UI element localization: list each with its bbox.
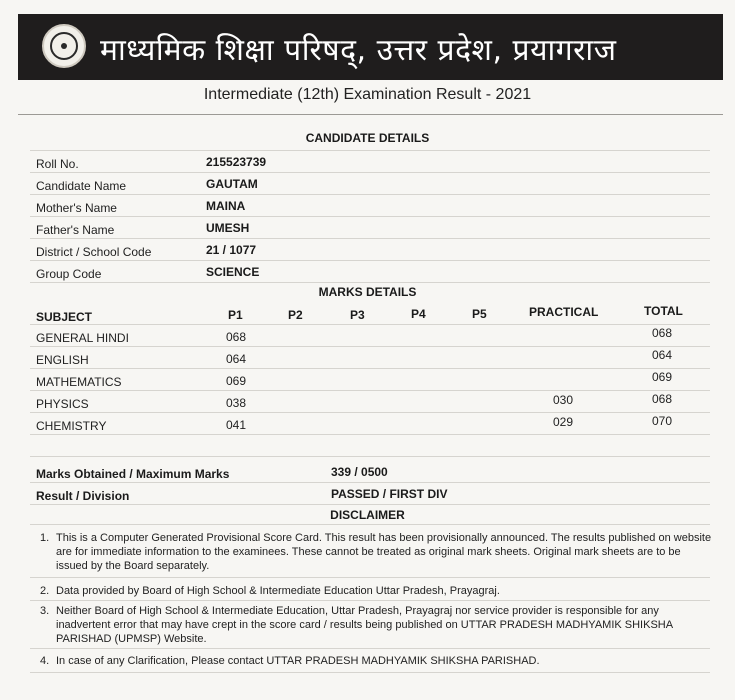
divider (30, 238, 710, 239)
marks-obtained-value: 339 / 0500 (331, 465, 388, 479)
board-emblem-icon (42, 24, 86, 68)
table-row-total: 069 (652, 370, 673, 384)
roll-no-value: 215523739 (206, 155, 267, 169)
divider (30, 260, 710, 261)
district-school-code-label: District / School Code (36, 245, 152, 259)
divider (30, 672, 710, 673)
table-row-subject: ENGLISH (36, 353, 89, 367)
table-row-practical: 030 (553, 393, 574, 407)
disclaimer-item (40, 604, 712, 646)
divider (30, 524, 710, 525)
disclaimer-item-text: Neither Board of High School & Intermediate Education, Uttar Pradesh, Prayagraj nor service provider is responsible for any inadvertent error that may have crept in the score card / results being published on UTTAR PRADESH MADHYAMIK SHIKSHA PARISHAD (UPMSP) Website. (56, 605, 673, 645)
p3-header: P3 (350, 308, 365, 322)
result-division-value: PASSED / FIRST DIV (331, 487, 448, 501)
p4-header: P4 (411, 307, 426, 321)
table-row-practical: 029 (553, 415, 574, 429)
divider (30, 412, 710, 413)
disclaimer-item-text: This is a Computer Generated Provisional Score Card. This result has been provisionally announced. The results published on website are for immediate information to the examinees. These cannot be treated as original mark sheets. Original mark sheets are to be issued by the Board separately. (56, 532, 712, 572)
group-code-label: Group Code (36, 267, 102, 281)
father-name-label: Father's Name (36, 223, 115, 237)
district-school-code-value: 21 / 1077 (206, 243, 257, 257)
table-row-p1: 038 (226, 396, 247, 410)
disclaimer-item-number: 1. (40, 532, 50, 544)
table-row-subject: CHEMISTRY (36, 419, 107, 433)
marks-obtained-label: Marks Obtained / Maximum Marks (36, 467, 230, 481)
disclaimer-item-number: 4. (40, 655, 50, 667)
divider (30, 150, 710, 151)
board-header (18, 14, 723, 80)
table-row-subject: GENERAL HINDI (36, 331, 129, 345)
divider (30, 194, 710, 195)
divider (30, 324, 710, 325)
table-row-total: 064 (652, 348, 673, 362)
subject-header: SUBJECT (36, 310, 93, 324)
p5-header: P5 (472, 307, 487, 321)
divider (30, 368, 710, 369)
candidate-name-value: GAUTAM (206, 177, 258, 191)
divider (30, 482, 710, 483)
candidate-name-label: Candidate Name (36, 179, 127, 193)
group-code-value: SCIENCE (206, 265, 260, 279)
total-header: TOTAL (644, 304, 683, 318)
divider (30, 456, 710, 457)
father-name-value: UMESH (206, 221, 250, 235)
practical-header: PRACTICAL (529, 305, 599, 319)
table-row-subject: PHYSICS (36, 397, 89, 411)
divider (18, 114, 723, 115)
divider (30, 216, 710, 217)
table-row-p1: 064 (226, 352, 247, 366)
disclaimer-item-text: Data provided by Board of High School & Intermediate Education Uttar Pradesh, Prayagraj. (56, 585, 500, 597)
marks-section-title: MARKS DETAILS (318, 285, 417, 299)
divider (30, 504, 710, 505)
p2-header: P2 (288, 308, 303, 322)
disclaimer-title: DISCLAIMER (330, 508, 405, 522)
divider (30, 282, 710, 283)
table-row-total: 070 (652, 414, 673, 428)
table-row-total: 068 (652, 392, 673, 406)
mother-name-label: Mother's Name (36, 201, 117, 215)
disclaimer-item-text: In case of any Clarification, Please contact UTTAR PRADESH MADHYAMIK SHIKSHA PARISHAD. (56, 655, 540, 667)
exam-title: Intermediate (12th) Examination Result - 2021 (203, 86, 532, 103)
divider (30, 434, 710, 435)
divider (30, 577, 710, 578)
p1-header: P1 (228, 308, 243, 322)
roll-no-label: Roll No. (36, 157, 79, 171)
divider (30, 346, 710, 347)
divider (30, 600, 710, 601)
table-row-p1: 068 (226, 330, 247, 344)
table-row-total: 068 (652, 326, 673, 340)
result-division-label: Result / Division (36, 489, 130, 503)
disclaimer-item (40, 584, 712, 598)
disclaimer-item (40, 531, 712, 573)
divider (30, 390, 710, 391)
table-row-p1: 069 (226, 374, 247, 388)
disclaimer-item (40, 654, 712, 668)
board-title: माध्यमिक शिक्षा परिषद्, उत्तर प्रदेश, प्रयागराज (100, 33, 617, 68)
mother-name-value: MAINA (206, 199, 246, 213)
disclaimer-item-number: 2. (40, 585, 50, 597)
table-row-p1: 041 (226, 418, 247, 432)
table-row-subject: MATHEMATICS (36, 375, 122, 389)
divider (30, 172, 710, 173)
divider (30, 648, 710, 649)
candidate-section-title: CANDIDATE DETAILS (305, 131, 430, 145)
disclaimer-item-number: 3. (40, 605, 50, 617)
